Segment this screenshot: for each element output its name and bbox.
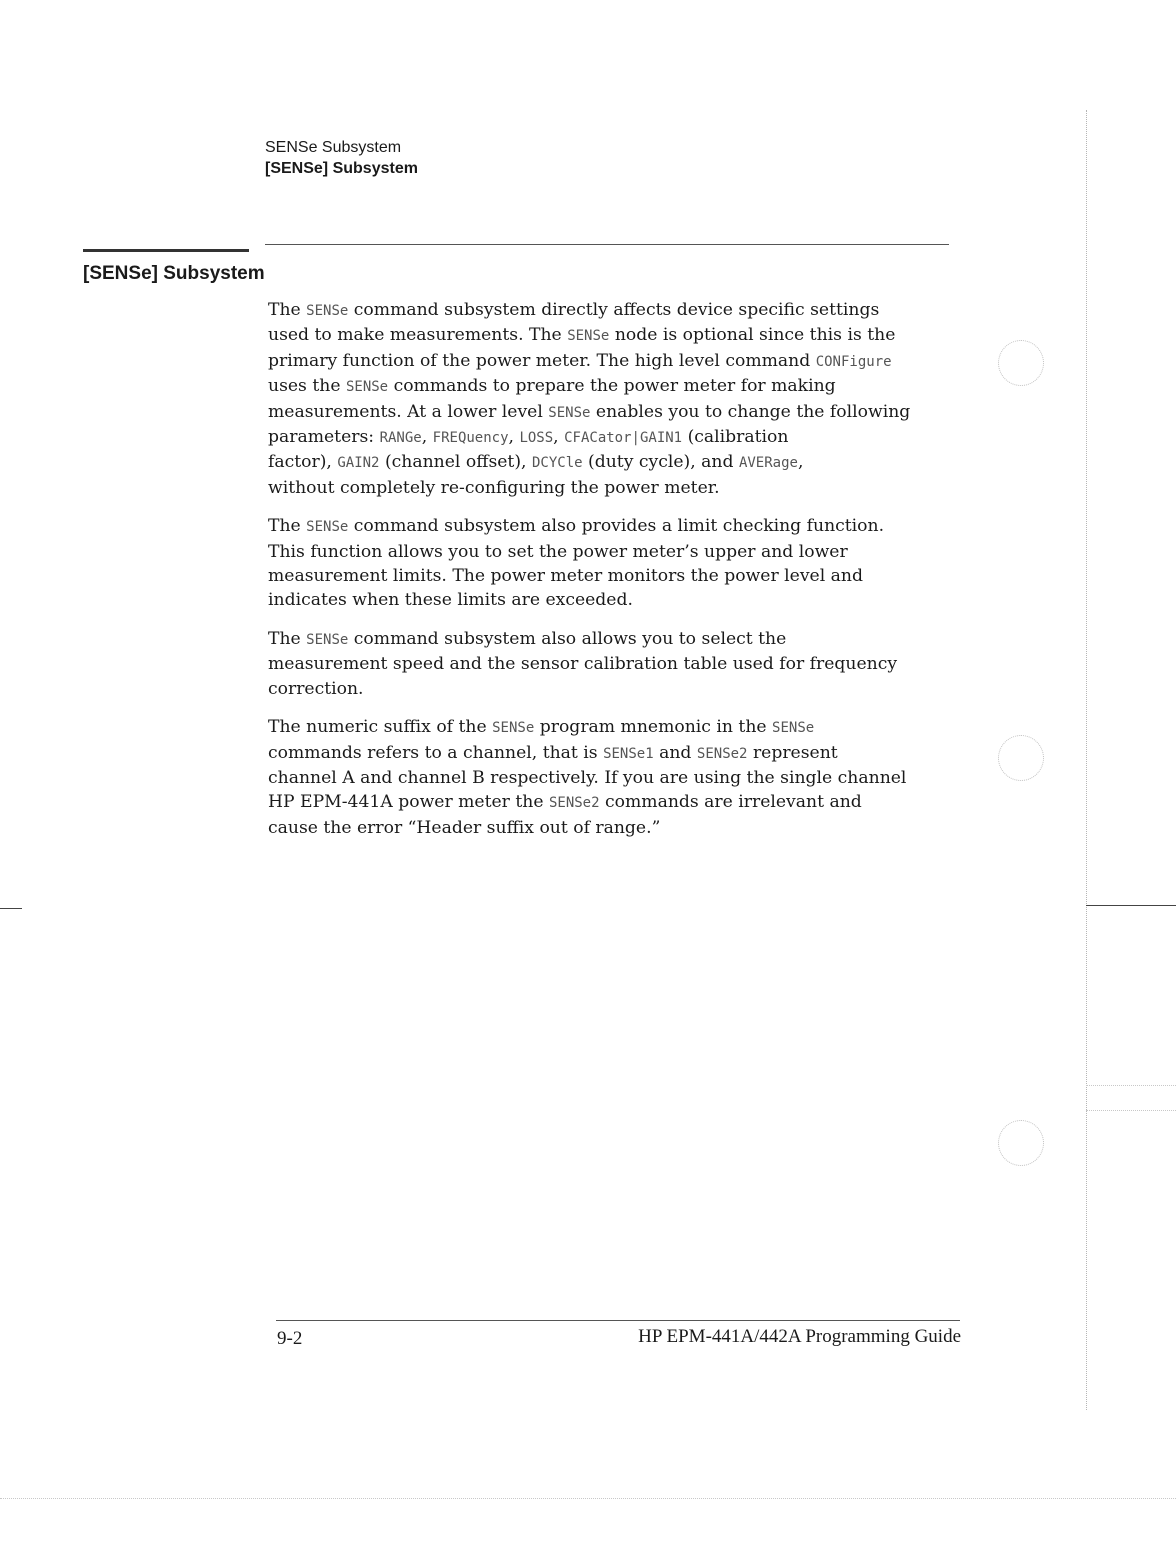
- scan-dotline-right-1: [1086, 1085, 1176, 1086]
- text-run: used to make measurements. The: [268, 325, 568, 346]
- text-run: channel A and channel B respectively. If you are using the single channel: [268, 767, 907, 788]
- text-run: measurement limits. The power meter monitors the power level and: [268, 566, 863, 587]
- text-line: [268, 514, 958, 539]
- text-run: commands to prepare the power meter for making: [388, 376, 836, 397]
- command-keyword: AVERage: [738, 455, 798, 472]
- text-run: command subsystem directly affects device specific settings: [348, 300, 880, 320]
- command-keyword: GAIN2: [337, 455, 380, 472]
- text-line: [268, 741, 958, 766]
- text-run: ,: [508, 427, 520, 448]
- scan-tab-mark-right: [1086, 905, 1176, 906]
- text-run: indicates when these limits are exceeded.: [268, 590, 633, 611]
- command-keyword: SENSe2: [548, 795, 600, 812]
- command-keyword: SENSe: [345, 379, 389, 396]
- command-keyword: SENSe: [492, 720, 535, 737]
- command-keyword: FREQuency: [432, 430, 509, 447]
- text-run: command subsystem also allows you to select the: [348, 628, 787, 649]
- command-keyword: SENSe: [548, 404, 591, 421]
- text-run: The: [268, 628, 307, 649]
- running-header: [265, 137, 418, 179]
- text-line: [268, 374, 958, 399]
- text-run: The: [268, 300, 307, 320]
- text-run: ,: [421, 427, 433, 448]
- command-keyword: SENSe: [306, 519, 349, 536]
- text-run: commands are irrelevant and: [599, 792, 862, 813]
- paragraph: [268, 514, 958, 613]
- text-line: [268, 766, 958, 790]
- text-run: ,: [553, 427, 565, 448]
- text-run: represent: [747, 742, 838, 763]
- scan-tab-mark-left: [0, 908, 22, 909]
- body-text: [268, 298, 958, 854]
- text-run: HP EPM-441A power meter the: [268, 792, 549, 813]
- paragraph: [268, 627, 958, 701]
- punch-hole-1: [998, 340, 1044, 386]
- punch-hole-3: [998, 1120, 1044, 1166]
- text-run: command subsystem also provides a limit checking function.: [348, 516, 885, 537]
- running-header-subtitle: [SENSe] Subsystem: [265, 160, 418, 177]
- page-number: 9-2: [277, 1328, 303, 1349]
- text-run: (calibration: [682, 427, 789, 448]
- text-run: (channel offset),: [379, 452, 532, 473]
- command-keyword: DCYCle: [531, 455, 583, 472]
- text-line: [268, 564, 958, 588]
- text-line: [268, 450, 958, 475]
- text-run: ,: [797, 452, 804, 473]
- command-keyword: CONFigure: [815, 353, 892, 370]
- text-line: [268, 588, 958, 612]
- text-run: program mnemonic in the: [534, 717, 773, 738]
- text-run: The numeric suffix of the: [268, 717, 493, 738]
- text-run: enables you to change the following: [590, 401, 911, 422]
- scan-margin-line: [1086, 110, 1088, 1410]
- punch-hole-2: [998, 735, 1044, 781]
- text-run: The: [268, 516, 307, 537]
- text-run: without completely re-configuring the power meter.: [268, 477, 720, 498]
- text-line: [268, 425, 958, 450]
- text-run: uses the: [268, 376, 346, 397]
- command-keyword: SENSe: [306, 303, 349, 319]
- text-run: and: [653, 742, 697, 763]
- command-keyword: RANGe: [379, 430, 422, 447]
- text-run: This function allows you to set the power meter’s upper and lower: [268, 541, 848, 562]
- text-line: [268, 476, 958, 500]
- command-keyword: SENSe1: [603, 745, 654, 762]
- guide-title: HP EPM-441A/442A Programming Guide: [638, 1326, 961, 1347]
- scan-dotline-right-2: [1086, 1110, 1176, 1111]
- text-line: [268, 323, 958, 348]
- command-keyword: SENSe2: [696, 745, 748, 762]
- text-run: correction.: [268, 678, 364, 699]
- text-line: [268, 540, 958, 564]
- text-line: [268, 627, 958, 652]
- text-run: node is optional since this is the: [609, 325, 896, 346]
- text-line: [268, 349, 958, 374]
- text-line: [268, 298, 958, 323]
- command-keyword: SENSe: [567, 328, 610, 345]
- text-run: (duty cycle), and: [582, 452, 739, 473]
- command-keyword: SENSe: [306, 631, 349, 648]
- header-rule: [265, 244, 949, 245]
- running-header-title: SENSe Subsystem: [265, 139, 402, 156]
- text-line: [268, 652, 958, 676]
- text-line: [268, 816, 958, 840]
- text-run: cause the error “Header suffix out of range.”: [268, 817, 661, 838]
- text-line: [268, 790, 958, 815]
- text-run: primary function of the power meter. The high level command: [268, 350, 816, 371]
- text-run: measurement speed and the sensor calibration table used for frequency: [268, 654, 898, 675]
- text-run: commands refers to a channel, that is: [268, 742, 604, 763]
- text-run: measurements. At a lower level: [268, 401, 549, 422]
- paragraph: [268, 298, 958, 500]
- command-keyword: SENSe: [772, 720, 815, 737]
- footer-rule: [276, 1320, 960, 1321]
- scan-bottom-dotline: [0, 1498, 1176, 1499]
- section-rule: [83, 249, 249, 252]
- command-keyword: LOSS: [519, 430, 554, 447]
- text-line: [268, 400, 958, 425]
- text-line: [268, 677, 958, 701]
- text-run: factor),: [268, 452, 338, 473]
- section-title: [SENSe] Subsystem: [83, 263, 265, 284]
- text-run: parameters:: [268, 427, 380, 448]
- paragraph: [268, 715, 958, 840]
- command-keyword: CFACator|GAIN1: [564, 430, 683, 447]
- text-line: [268, 715, 958, 740]
